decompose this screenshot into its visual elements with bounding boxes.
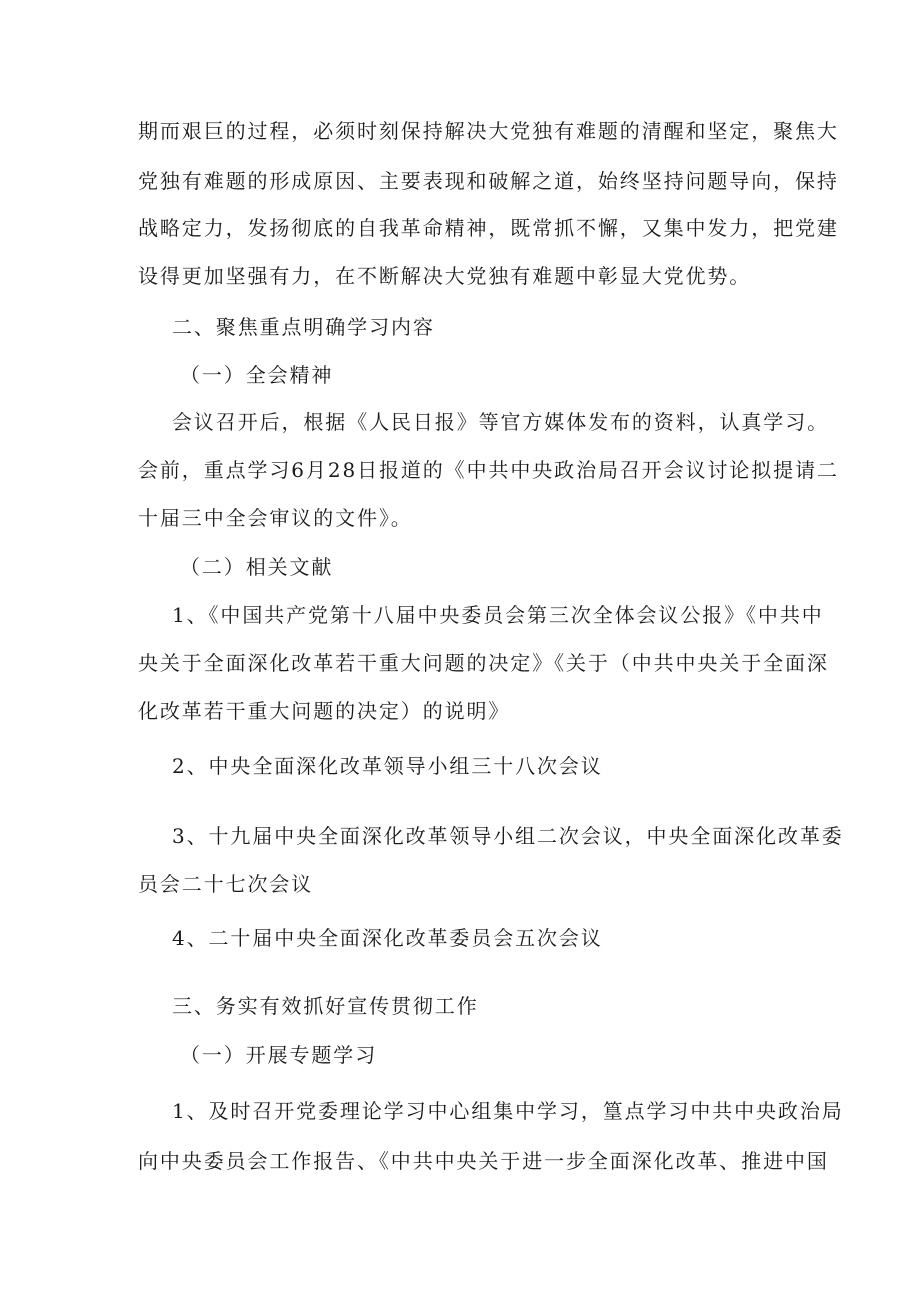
list-item-line: 央关于全面深化改革若干重大问题的决定》《关于（中共中央关于全面深 [138, 651, 829, 675]
paragraph-line: 会前，重点学习6月28日报道的《中共中央政治局召开会议讨论拟提请二 [138, 458, 839, 482]
paragraph-line: 战略定力，发扬彻底的自我革命精神，既常抓不懈，又集中发力，把党建 [138, 216, 839, 240]
list-item-line: 员会二十七次会议 [138, 872, 314, 896]
paragraph-line: 期而艰巨的过程，必须时刻保持解决大党独有难题的清醒和坚定，聚焦大 [138, 119, 839, 143]
subsection-heading: （一）开展专题学习 [180, 1043, 378, 1067]
list-item-line: 向中央委员会工作报告、《中共中央关于进一步全面深化改革、推进中国 [138, 1149, 829, 1173]
section-heading: 三、务实有效抓好宣传贯彻工作 [172, 994, 479, 1018]
subsection-heading: （一）全会精神 [180, 363, 334, 387]
list-item-line: 4、二十届中央全面深化改革委员会五次会议 [172, 926, 603, 950]
list-item-line: 2、中央全面深化改革领导小组三十八次会议 [172, 754, 603, 778]
list-item-line: 化改革若干重大问题的决定）的说明》 [138, 699, 511, 723]
paragraph-line: 会议召开后，根据《人民日报》等官方媒体发布的资料，认真学习。 [172, 410, 829, 434]
paragraph-line: 十届三中全会审议的文件》。 [138, 506, 413, 530]
list-item-line: 3、十九届中央全面深化改革领导小组二次会议，中央全面深化改革委 [172, 824, 844, 848]
paragraph-line: 设得更加坚强有力，在不断解决大党独有难题中彰显大党优势。 [138, 264, 752, 288]
list-item-line: 1、《中国共产党第十八届中央委员会第三次全体会议公报》《中共中 [172, 603, 824, 627]
paragraph-line: 党独有难题的形成原因、主要表现和破解之道，始终坚持问题导向，保持 [138, 169, 839, 193]
list-item-line: 1、及时召开党委理论学习中心组集中学习，篁点学习中共中央政治局 [172, 1099, 844, 1123]
section-heading: 二、聚焦重点明确学习内容 [172, 315, 435, 339]
subsection-heading: （二）相关文献 [180, 555, 334, 579]
